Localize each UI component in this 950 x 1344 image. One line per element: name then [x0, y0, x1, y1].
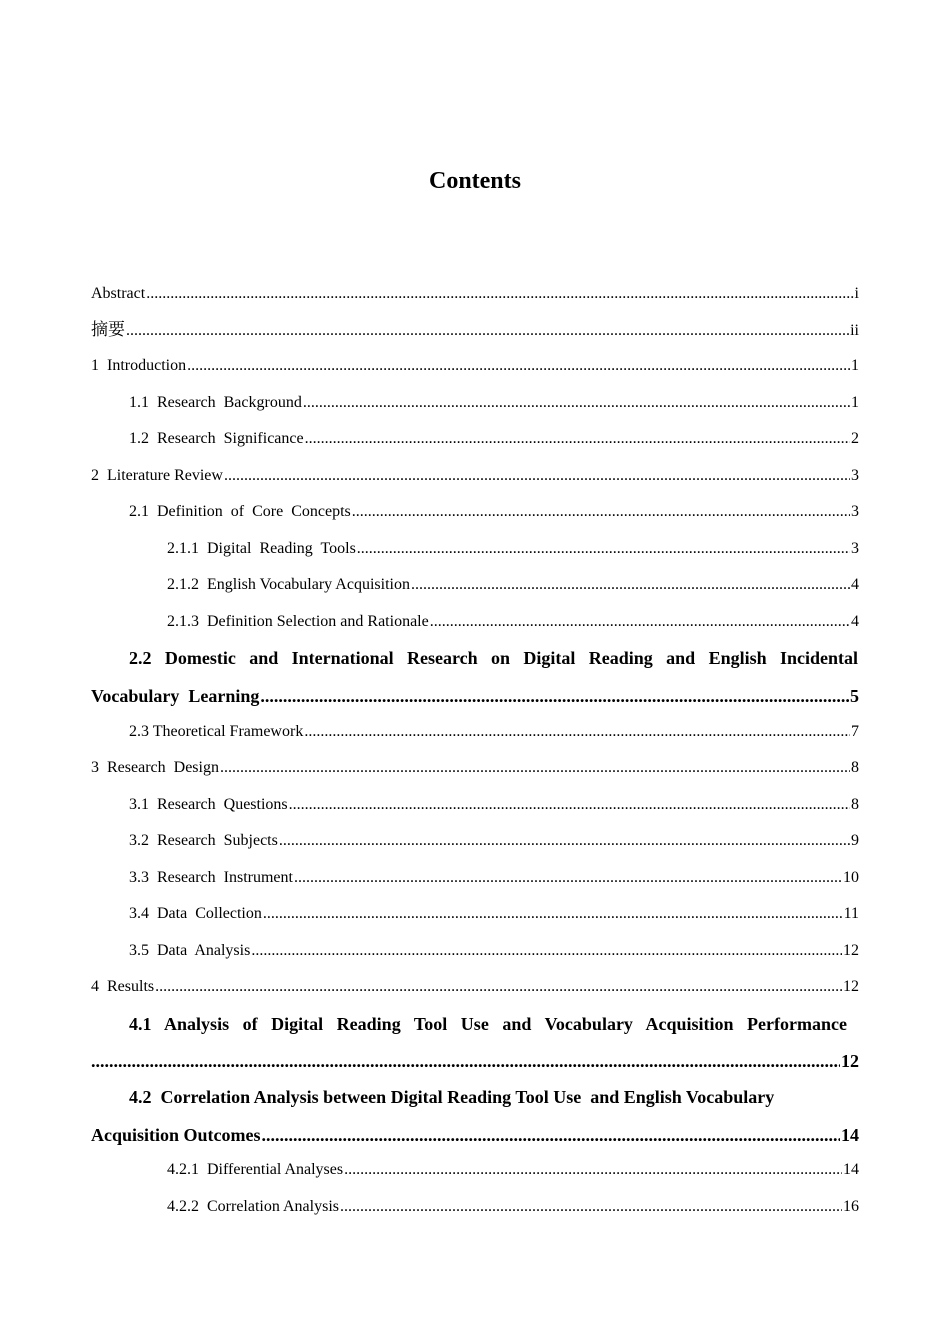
toc-entry-line2	[91, 1117, 859, 1153]
dot-leader	[126, 313, 849, 349]
page-title: Contents	[428, 168, 521, 194]
toc-entry-page: 4	[851, 613, 859, 630]
toc-entry-label-line2: Acquisition Outcomes	[91, 1125, 261, 1145]
toc-entry-page: 12	[841, 1051, 859, 1071]
toc-entry[interactable]	[129, 823, 859, 859]
toc-entry-label: 3 Research Design	[91, 759, 219, 776]
toc-entry-page: 1	[851, 357, 859, 374]
toc-entry[interactable]	[129, 714, 859, 750]
toc-entry-page: 16	[843, 1198, 859, 1215]
toc-entry[interactable]	[129, 494, 859, 530]
toc-entry-label: 2.3 Theoretical Framework	[129, 723, 304, 740]
toc-entry-label: 4.2.1 Differential Analyses	[167, 1161, 344, 1178]
toc-entry-label: Abstract	[91, 285, 146, 302]
toc-entry[interactable]	[129, 860, 859, 896]
toc-entry-page: 3	[851, 467, 859, 484]
toc-entry-label: 4 Results	[91, 978, 155, 995]
toc-entry-label: 1.1 Research Background	[129, 394, 302, 411]
dot-leader	[357, 531, 850, 567]
toc-entry[interactable]	[91, 969, 859, 1005]
toc-entry-page: 4	[851, 576, 859, 593]
toc-entry[interactable]	[91, 276, 859, 312]
toc-entry[interactable]	[91, 458, 859, 494]
toc-entry-page: 14	[841, 1125, 859, 1145]
toc-entry-page: 3	[851, 540, 859, 557]
toc-entry-page: 12	[843, 942, 859, 959]
toc-entry-label: 2.1 Definition of Core Concepts	[129, 503, 351, 520]
dot-leader	[411, 567, 850, 603]
dot-leader	[303, 385, 850, 421]
toc-entry-label: 1 Introduction	[91, 357, 187, 374]
toc-entry[interactable]	[129, 896, 859, 932]
toc-entry-page: ii	[850, 322, 859, 339]
toc-entry-label: 2.1.1 Digital Reading Tools	[167, 540, 356, 557]
dot-leader	[155, 969, 842, 1005]
dot-leader	[224, 458, 850, 494]
toc-entry[interactable]	[129, 787, 859, 823]
toc-entry-page: 5	[850, 686, 859, 706]
dot-leader	[289, 787, 850, 823]
toc-entry-label-line2: Vocabulary Learning	[91, 686, 260, 706]
dot-leader	[262, 1117, 840, 1153]
toc-entry-label: 1.2 Research Significance	[129, 430, 304, 447]
dot-leader	[340, 1189, 842, 1225]
toc-entry-label: 2.1.3 Definition Selection and Rationale	[167, 613, 429, 630]
toc-entry-label-line1: 2.2 Domestic and International Research on Digital Reading and English Incidental	[129, 648, 858, 668]
dot-leader	[220, 750, 850, 786]
toc-entry-page: 9	[851, 832, 859, 849]
toc-entry-label: 3.2 Research Subjects	[129, 832, 278, 849]
toc-entry[interactable]	[167, 531, 859, 567]
toc-entry-page: 8	[851, 759, 859, 776]
dot-leader	[187, 348, 850, 384]
toc-entry-page: 11	[843, 905, 859, 922]
toc-entry-page: 1	[851, 394, 859, 411]
toc-entry-label: 4.2.2 Correlation Analysis	[167, 1198, 339, 1215]
toc-entry[interactable]	[129, 385, 859, 421]
dot-leader	[279, 823, 850, 859]
dot-leader	[263, 896, 843, 932]
dot-leader	[294, 860, 842, 896]
dot-leader	[430, 604, 850, 640]
toc-entry-label: 3.1 Research Questions	[129, 796, 288, 813]
dot-leader	[251, 933, 842, 969]
toc-entry[interactable]	[91, 750, 859, 786]
toc-entry-page: 2	[851, 430, 859, 447]
dot-leader	[344, 1152, 842, 1188]
toc-entry-label: 2 Literature Review	[91, 467, 223, 484]
dot-leader	[304, 714, 850, 750]
toc-entry-page: 8	[851, 796, 859, 813]
dot-leader	[305, 421, 850, 457]
toc-entry-page: 10	[843, 869, 859, 886]
toc-entry-page: 3	[851, 503, 859, 520]
toc-entry-page: i	[854, 285, 859, 302]
toc-entry-page: 14	[843, 1161, 859, 1178]
toc-entry-page: 7	[851, 723, 859, 740]
toc-entry-page: 12	[843, 978, 859, 995]
toc-entry-label: 3.3 Research Instrument	[129, 869, 293, 886]
toc-entry[interactable]	[167, 567, 859, 603]
toc-entry[interactable]	[129, 421, 859, 457]
toc-entry-label: 3.4 Data Collection	[129, 905, 262, 922]
toc-entry-line2	[91, 1043, 859, 1079]
dot-leader	[260, 678, 849, 714]
toc-entry-label-line1: 4.2 Correlation Analysis between Digital Reading Tool Use and English Vocabulary	[129, 1087, 775, 1107]
toc-entry[interactable]	[91, 348, 859, 384]
toc-entry[interactable]	[91, 312, 859, 348]
toc-entry-line2	[91, 678, 859, 714]
dot-leader	[352, 494, 850, 530]
toc-entry-label-line1: 4.1 Analysis of Digital Reading Tool Use and Vocabulary Acquisition Performance	[129, 1014, 847, 1034]
toc-entry[interactable]	[167, 1152, 859, 1188]
toc-entry[interactable]	[167, 1189, 859, 1225]
dot-leader	[91, 1043, 840, 1079]
toc-entry-label: 2.1.2 English Vocabulary Acquisition	[167, 576, 410, 593]
toc-entry[interactable]	[129, 933, 859, 969]
toc-entry-label: 3.5 Data Analysis	[129, 942, 251, 959]
toc-entry[interactable]	[167, 604, 859, 640]
toc-entry-label: 摘要	[91, 320, 125, 340]
dot-leader	[146, 276, 853, 312]
